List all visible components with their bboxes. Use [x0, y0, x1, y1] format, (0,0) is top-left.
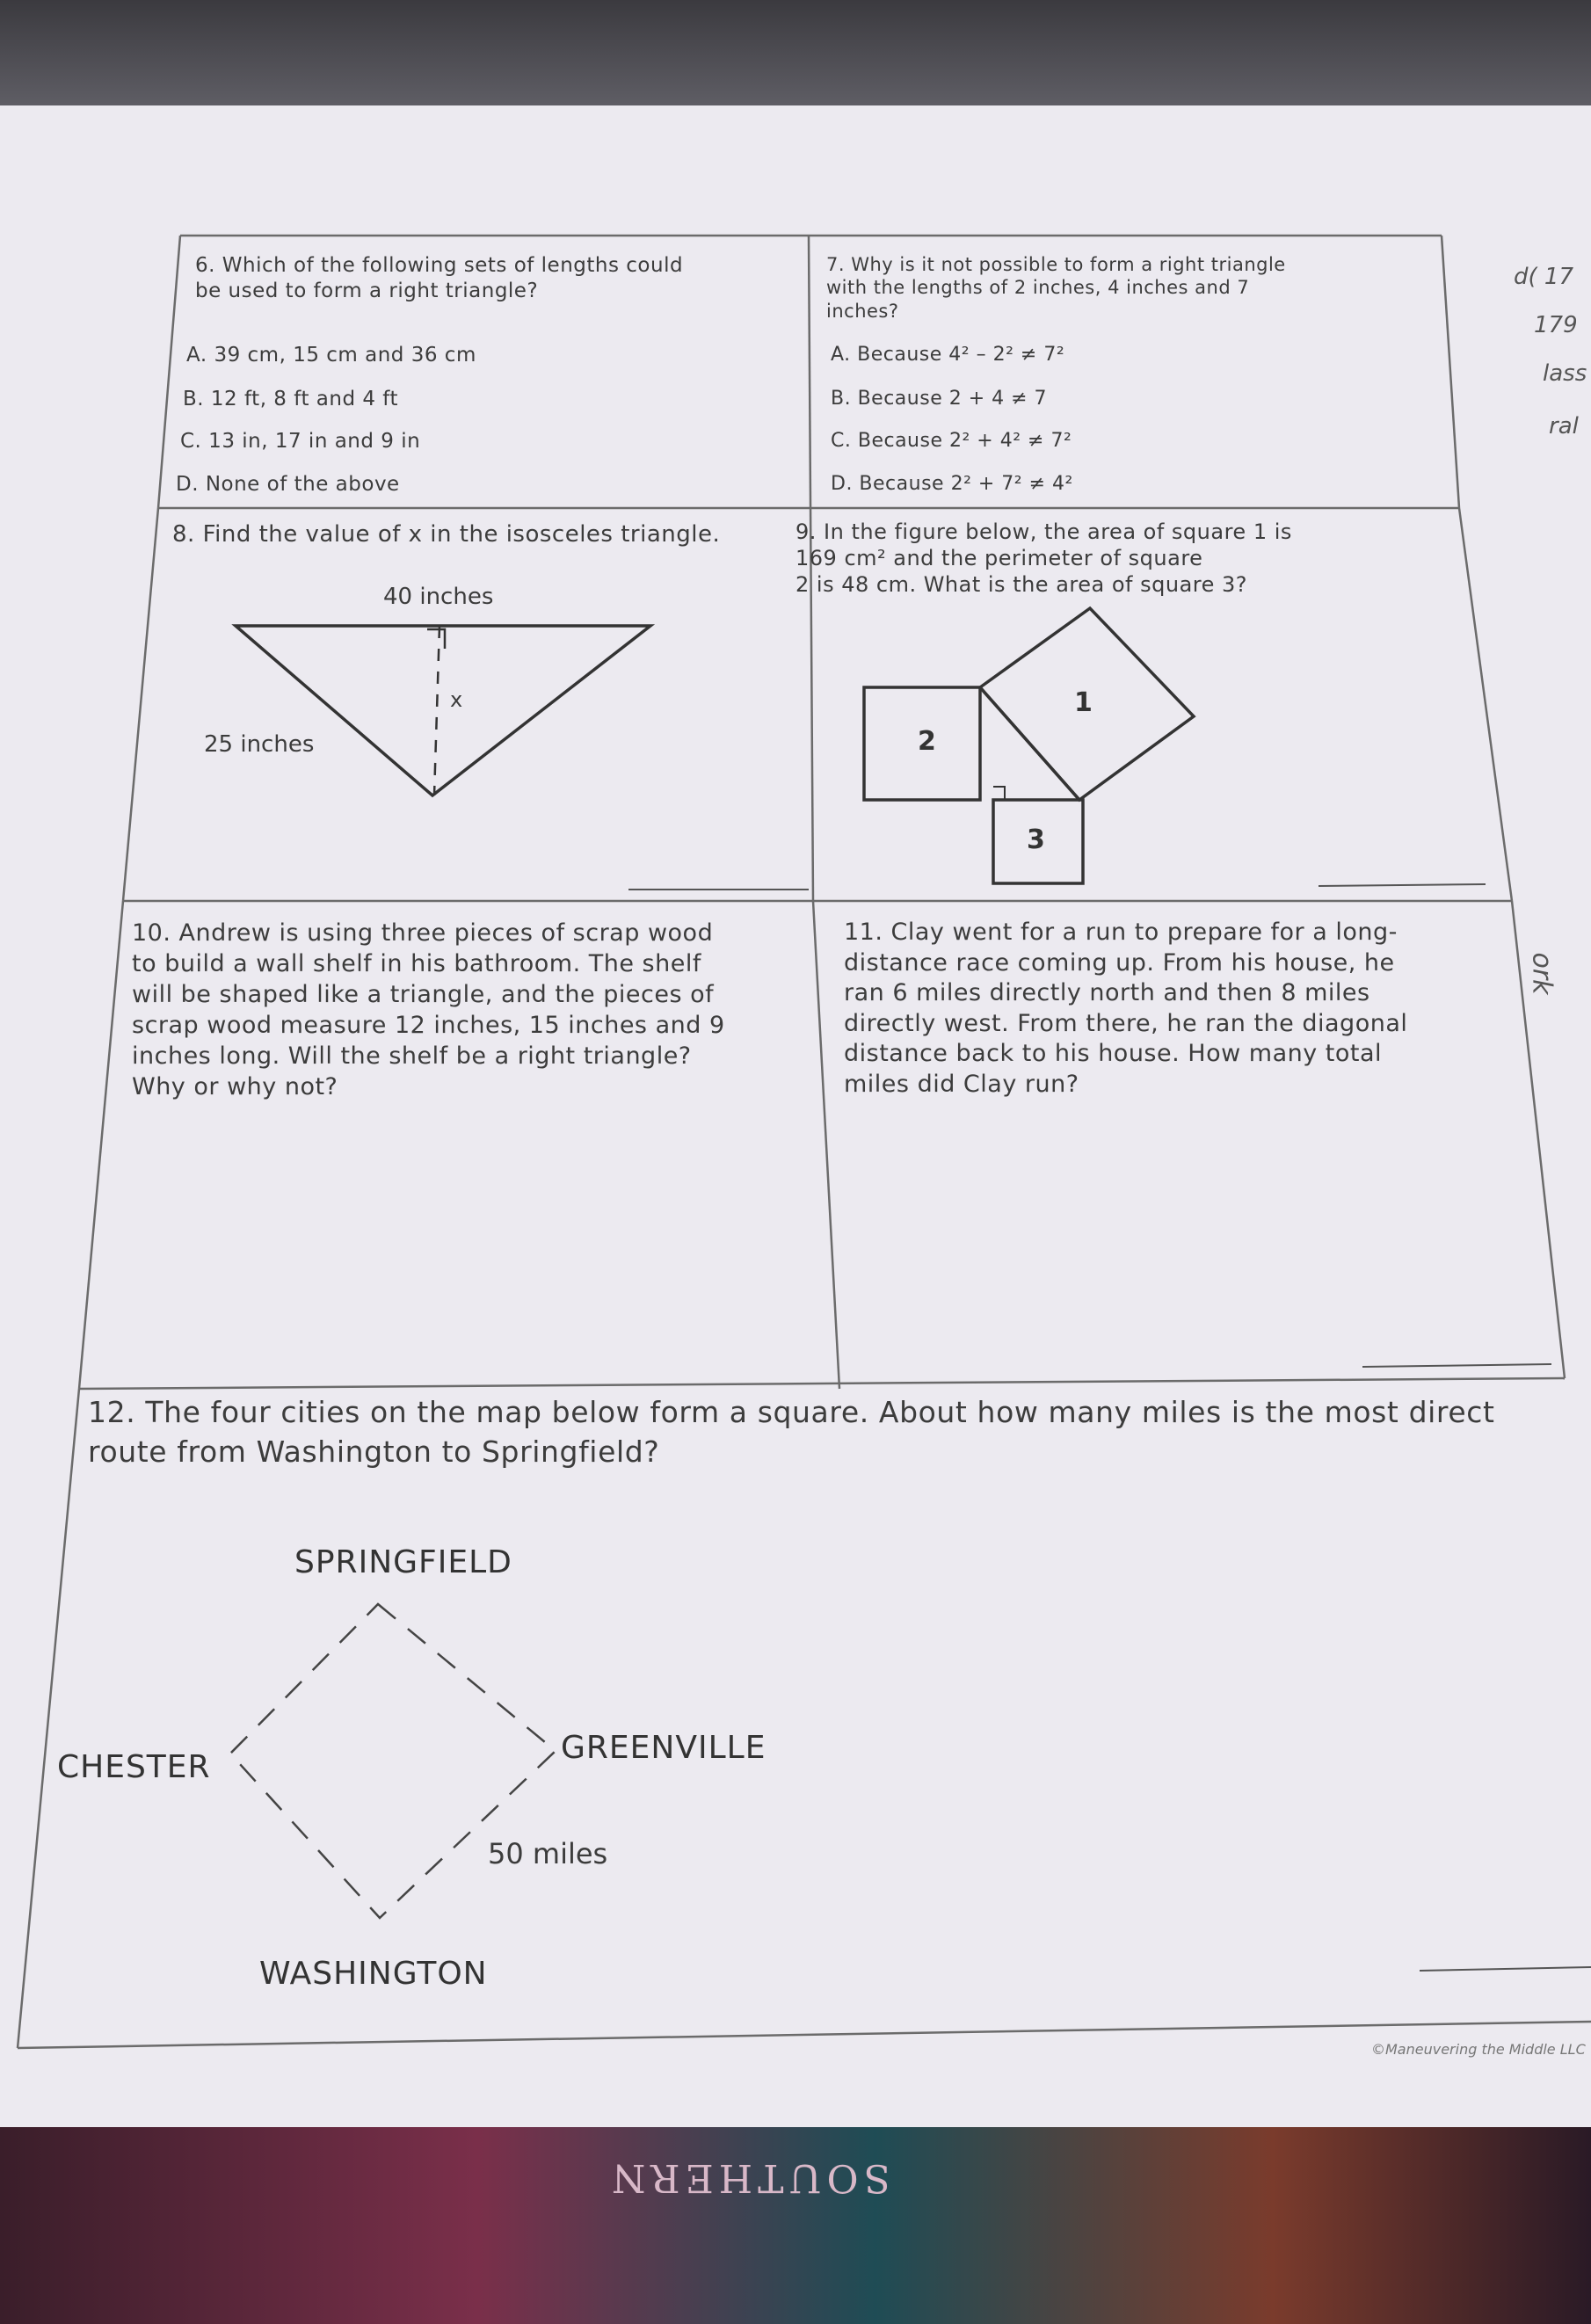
- grid-line-left-3: [79, 901, 123, 1389]
- city-springfield: SPRINGFIELD: [294, 1544, 512, 1580]
- q7-option-d: D. Because 2² + 7² ≠ 4²: [831, 473, 1073, 495]
- q6-option-d: D. None of the above: [176, 473, 400, 496]
- q6-option-c: C. 13 in, 17 in and 9 in: [180, 430, 421, 453]
- q7-prompt: 7. Why is it not possible to form a right triangle with the lengths of 2 inches, 4 inches and 7 inches?: [826, 254, 1286, 322]
- square-1-label: 1: [1074, 687, 1093, 718]
- q12-side-label: 50 miles: [488, 1837, 608, 1870]
- q10-prompt: 10. Andrew is using three pieces of scrap wood to build a wall shelf in his bathroom. The shelf will be shaped like a triangle, and the pieces of scrap wood measure 12 inches, 15 inches and 9 inches long. Will the shelf be a right triangle? Why or why not?: [132, 919, 725, 1101]
- square-3-label: 3: [1027, 824, 1045, 855]
- right-angle-mark-q8: [427, 629, 445, 649]
- q7-option-a: A. Because 4² – 2² ≠ 7²: [831, 344, 1065, 366]
- right-angle-mark-q9: [993, 787, 1005, 800]
- grid-line-left-4: [18, 1389, 79, 2048]
- margin-note-4: ral: [1549, 413, 1579, 439]
- margin-note-5: ork: [1526, 952, 1558, 995]
- city-greenville: GREENVILLE: [561, 1730, 766, 1766]
- q11-prompt: 11. Clay went for a run to prepare for a long- distance race coming up. From his house, he ran 6 miles directly north and then 8 miles directly west. From there, he ran the diagonal distance back to his house. How many total miles did Clay run?: [844, 919, 1408, 1098]
- q8-top-label: 40 inches: [383, 584, 494, 610]
- isosceles-triangle: [236, 626, 650, 795]
- fabric-print-text: SOUTHERN: [607, 2155, 890, 2200]
- city-washington: WASHINGTON: [259, 1956, 488, 1992]
- q9-prompt: 9. In the figure below, the area of square 1 is 169 cm² and the perimeter of square 2 is 48 cm. What is the area of square 3?: [796, 519, 1292, 597]
- square-2-label: 2: [918, 726, 936, 757]
- q6-prompt: 6. Which of the following sets of lengths could be used to form a right triangle?: [195, 254, 684, 302]
- margin-note-3: lass: [1543, 360, 1587, 387]
- grid-line-left-2: [123, 508, 158, 901]
- q8-side-label: 25 inches: [204, 731, 315, 758]
- grid-line-left-1: [158, 236, 180, 508]
- q7-option-b: B. Because 2 + 4 ≠ 7: [831, 388, 1048, 410]
- q8-prompt: 8. Find the value of x in the isosceles triangle.: [172, 521, 721, 548]
- answer-blank-q11: [1362, 1364, 1551, 1367]
- grid-line-right-2: [1459, 508, 1512, 901]
- grid-line-right-1: [1442, 236, 1459, 508]
- city-chester: CHESTER: [57, 1749, 211, 1785]
- margin-note-1: d( 17: [1514, 264, 1573, 290]
- answer-blank-q9: [1319, 884, 1486, 886]
- city-square-map: [230, 1604, 556, 1918]
- q12-prompt: 12. The four cities on the map below form a square. About how many miles is the most direct route from Washington to Springfield?: [88, 1395, 1495, 1469]
- triangle-hypotenuse-q9: [980, 687, 1079, 800]
- q8-height-label: x: [450, 687, 463, 712]
- grid-line-row3: [79, 1378, 1565, 1389]
- q6-option-b: B. 12 ft, 8 ft and 4 ft: [183, 388, 399, 410]
- triangle-height-dashed: [434, 626, 440, 795]
- q7-option-c: C. Because 2² + 4² ≠ 7²: [831, 430, 1072, 452]
- copyright-footer: ©Maneuvering the Middle LLC: [1371, 2041, 1586, 2058]
- margin-note-2: 179: [1534, 312, 1578, 338]
- grid-line-mid-2: [813, 901, 839, 1389]
- q6-option-a: A. 39 cm, 15 cm and 36 cm: [186, 344, 476, 367]
- grid-line-bottom: [18, 2022, 1591, 2048]
- answer-blank-q12: [1420, 1967, 1591, 1971]
